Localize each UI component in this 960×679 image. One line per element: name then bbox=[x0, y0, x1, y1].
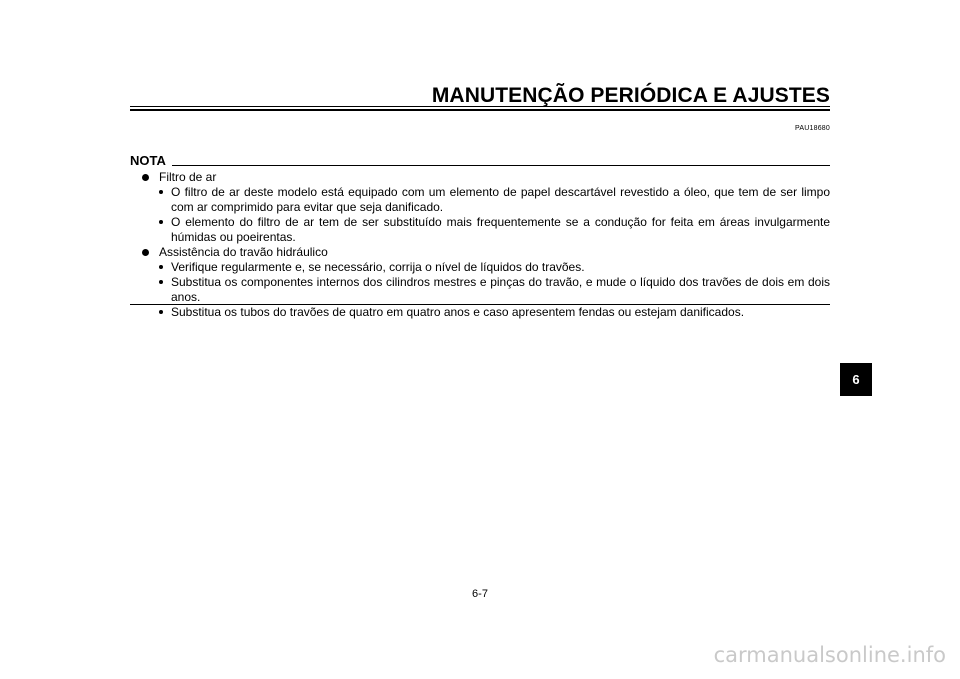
note-subitem bbox=[130, 275, 830, 305]
note-subitem bbox=[130, 215, 830, 245]
note-label: NOTA bbox=[130, 153, 166, 168]
chapter-tab bbox=[840, 363, 872, 396]
note-subitems bbox=[159, 260, 830, 320]
note-subitem bbox=[130, 260, 830, 275]
small-bullet-icon bbox=[159, 220, 163, 224]
note-heading-rule bbox=[172, 165, 830, 166]
note-subitem-text: Substitua os componentes internos dos cilindros mestres e pinças do travão, e mude o líquido dos travões de dois em dois anos. bbox=[171, 275, 830, 304]
note-end-rule bbox=[130, 304, 830, 305]
header-rule-thin bbox=[130, 106, 830, 107]
page-header bbox=[130, 84, 830, 114]
note-heading bbox=[130, 153, 830, 167]
small-bullet-icon bbox=[159, 190, 163, 194]
note-subitems bbox=[159, 185, 830, 245]
note-subitem-text: Substitua os tubos do travões de quatro em quatro anos e caso apresentem fendas ou estejam danificados. bbox=[171, 305, 745, 319]
note-item-hydraulic-brake bbox=[130, 245, 830, 320]
note-block bbox=[130, 153, 830, 320]
note-item-text: Assistência do travão hidráulico bbox=[159, 245, 328, 259]
document-code: PAU18680 bbox=[795, 125, 830, 132]
chapter-tab-label: 6 bbox=[852, 372, 860, 387]
note-subitem bbox=[130, 185, 830, 215]
watermark: carmanualsonline.info bbox=[713, 643, 946, 667]
note-item-air-filter bbox=[130, 170, 830, 245]
bullet-icon bbox=[142, 249, 149, 256]
page-title: MANUTENÇÃO PERIÓDICA E AJUSTES bbox=[431, 84, 830, 107]
small-bullet-icon bbox=[159, 310, 163, 314]
note-items bbox=[130, 170, 830, 320]
note-subitem bbox=[130, 305, 830, 320]
bullet-icon bbox=[142, 174, 149, 181]
note-item-text: Filtro de ar bbox=[159, 170, 217, 184]
small-bullet-icon bbox=[159, 265, 163, 269]
note-subitem-text: O filtro de ar deste modelo está equipado com um elemento de papel descartável revestido a óleo, que tem de ser limpo com ar comprimido para evitar que seja danificado. bbox=[171, 185, 830, 214]
note-subitem-text: O elemento do filtro de ar tem de ser substituído mais frequentemente se a condução for feita em áreas invulgarmente húmidas ou poeirentas. bbox=[171, 215, 830, 244]
note-subitem-text: Verifique regularmente e, se necessário, corrija o nível de líquidos do travões. bbox=[171, 260, 585, 274]
small-bullet-icon bbox=[159, 280, 163, 284]
header-rule-thick bbox=[130, 109, 830, 111]
page-number: 6-7 bbox=[472, 588, 488, 600]
